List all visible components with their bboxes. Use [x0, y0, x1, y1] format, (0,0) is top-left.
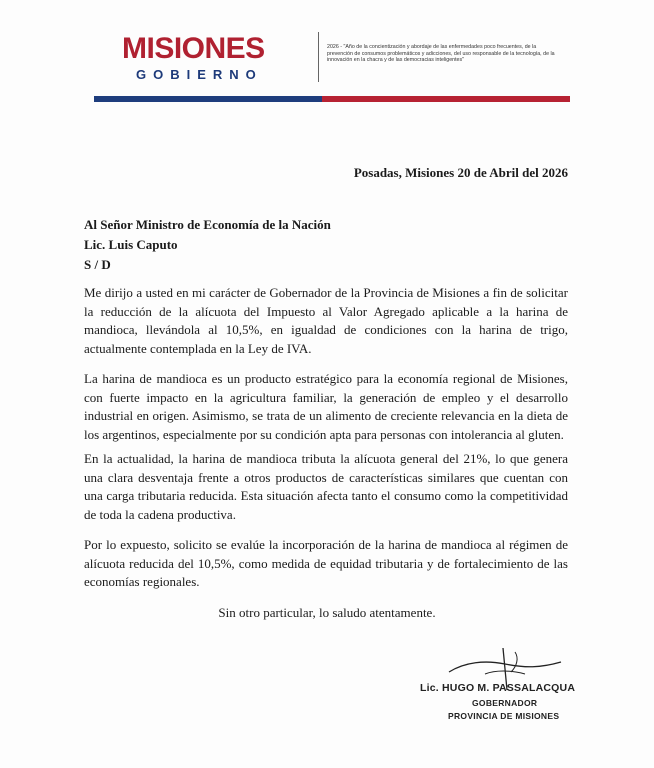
paragraph-3: En la actualidad, la harina de mandioca tributa la alícuota general del 21%, lo que genera una clara desventaja frente a otros productos de características similares que cuentan con una carga tributaria reducida. Esta situación afecta tanto el consumo como la competitividad de toda la cadena productiva.	[84, 451, 568, 522]
recipient-line-1: Al Señor Ministro de Economía de la Nación	[84, 217, 331, 232]
recipient-line-2: Lic. Luis Caputo	[84, 237, 178, 252]
stripe-red	[322, 96, 570, 102]
signatory-organization: PROVINCIA DE MISIONES	[448, 711, 560, 721]
header-stripe	[94, 96, 570, 102]
misiones-logo	[122, 34, 302, 84]
paragraph-4: Por lo expuesto, solicito se evalúe la incorporación de la harina de mandioca al régimen de alícuota reducida del 10,5%, como medida de equidad tributaria y de fortalecimiento de las economías regionales.	[84, 537, 568, 589]
recipient-block	[84, 215, 331, 275]
stripe-blue	[94, 96, 322, 102]
header-motto: 2026 - "Año de la concientización y abordaje de las enfermedades poco frecuentes, de la prevención de consumos problemáticos y adicciones, del uso responsable de la tecnología, de la innovación en la chacra y de las democracias inteligentes"	[327, 44, 555, 64]
paragraph-2: La harina de mandioca es un producto estratégico para la economía regional de Misiones, con fuerte impacto en la agricultura familiar, la generación de empleo y el desarrollo industrial en origen. Asimismo, se trata de un alimento de creciente relevancia en la dieta de los argentinos, especialmente por su condición apta para personas con intolerancia al gluten.	[84, 371, 568, 442]
closing-line: Sin otro particular, lo saludo atentamente.	[218, 605, 436, 620]
header-divider	[318, 32, 319, 82]
logo-wordmark: MISIONES	[122, 32, 265, 65]
paragraph-1: Me dirijo a usted en mi carácter de Gobernador de la Provincia de Misiones a fin de solicitar la reducción de la alícuota del Impuesto al Valor Agregado aplicable a la harina de mandioca, llevándola al 10,5%, en igualdad de condiciones con la harina de trigo, actualmente contemplada en la Ley de IVA.	[84, 285, 568, 356]
letter-date: Posadas, Misiones 20 de Abril del 2026	[353, 165, 568, 180]
recipient-line-3: S / D	[84, 257, 111, 272]
signatory-title: GOBERNADOR	[472, 698, 538, 708]
signatory-name: Lic. HUGO M. PASSALACQUA	[420, 682, 576, 694]
logo-subtitle: GOBIERNO	[136, 67, 263, 82]
